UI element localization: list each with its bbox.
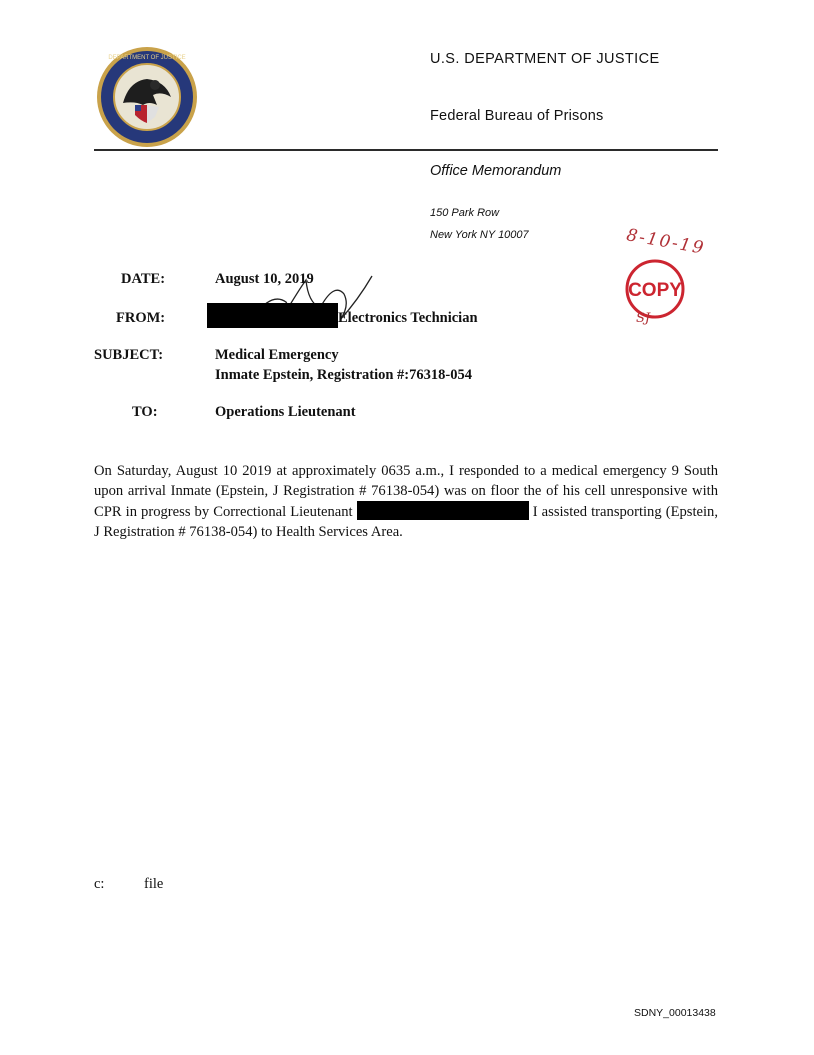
- doj-seal-logo: [95, 45, 199, 149]
- memo-body: [94, 462, 718, 542]
- subject-line-2: Inmate Epstein, Registration #:76318-054: [215, 367, 472, 383]
- to-label: TO:: [132, 404, 158, 420]
- from-value: Electronics Technician: [338, 310, 478, 326]
- bates-number: SDNY_00013438: [634, 1007, 716, 1019]
- memo-body-part-1: On Saturday, August 10 2019 at approximately 0635 a.m., I responded to a medical emergency 9 South upon arrival Inmate (Epstein, J Registration # 76138-054) was on floor the of his cell unresponsive with CPR in progress by Correctional Lieutenant: [94, 463, 718, 520]
- copy-stamp-label: COPY: [628, 280, 682, 301]
- cc-label: c:: [94, 876, 105, 892]
- subject-label: SUBJECT:: [94, 347, 164, 363]
- memo-type: Office Memorandum: [430, 163, 562, 179]
- stamp-initials: SJ: [636, 311, 651, 326]
- copy-stamp: [620, 257, 690, 323]
- department-heading: U.S. DEPARTMENT OF JUSTICE: [430, 51, 660, 67]
- address-line-1: 150 Park Row: [430, 207, 500, 219]
- subject-line-1: Medical Emergency: [215, 347, 339, 363]
- seal-text: DEPARTMENT OF JUSTICE: [108, 55, 186, 61]
- header-divider: [94, 149, 718, 151]
- to-value: Operations Lieutenant: [215, 404, 356, 420]
- address-line-2: New York NY 10007: [430, 229, 529, 241]
- memo-body-part-2: I assisted transporting (Epstein, J Registration # 76138-054) to Health Services Area.: [94, 504, 718, 540]
- from-label: FROM:: [116, 310, 166, 326]
- cc-value: file: [144, 876, 164, 892]
- handwritten-date: 8-10-19: [624, 225, 707, 259]
- date-label: DATE:: [121, 271, 166, 287]
- redaction-block: [207, 303, 338, 328]
- date-value: August 10, 2019: [215, 271, 314, 287]
- bureau-heading: Federal Bureau of Prisons: [430, 108, 604, 124]
- redaction-block: [357, 501, 529, 520]
